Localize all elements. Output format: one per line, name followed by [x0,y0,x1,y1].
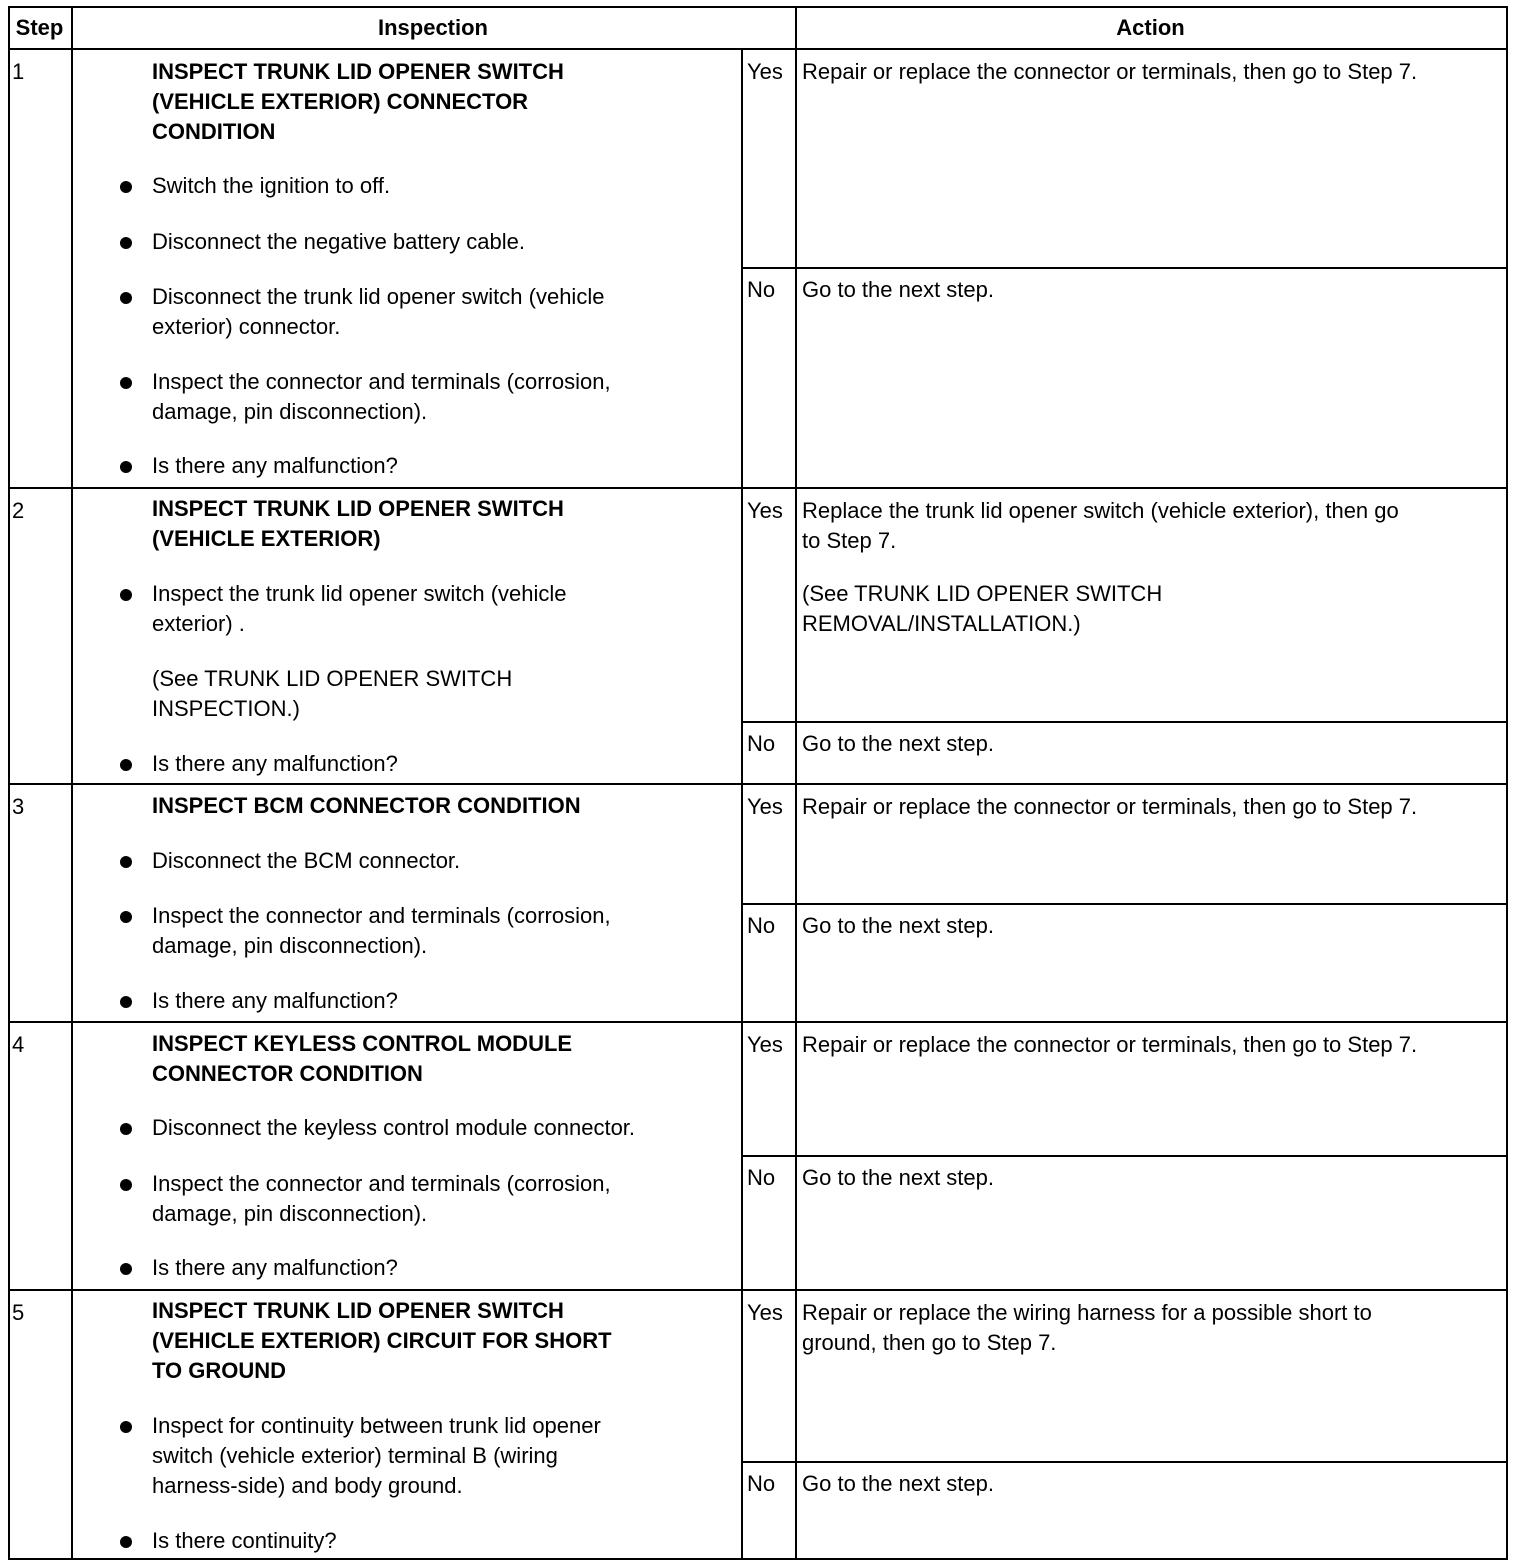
header-divider [8,48,1508,50]
bullet-dot [120,589,132,601]
yes-no-divider [741,1461,1508,1463]
step-number: 1 [12,59,25,84]
yes-action: ground, then go to Step 7. [802,1330,1057,1355]
bullet-dot [120,1263,132,1275]
inspection-step: Inspect the connector and terminals (corrosion, [152,903,611,928]
inspection-title: (VEHICLE EXTERIOR) CONNECTOR [152,89,529,114]
header-action: Action [1116,15,1185,40]
bullet-dot [120,911,132,923]
bullet-dot [120,1536,132,1548]
yes-action: to Step 7. [802,528,897,553]
inspection-title: (VEHICLE EXTERIOR) CIRCUIT FOR SHORT [152,1328,612,1353]
column-divider-step [71,6,73,1558]
header-step: Step [15,15,64,40]
bullet-dot [120,377,132,389]
inspection-title: INSPECT TRUNK LID OPENER SWITCH [152,496,564,521]
yes-label: Yes [747,1032,783,1057]
inspection-title: INSPECT BCM CONNECTOR CONDITION [152,793,581,818]
step-number: 5 [12,1300,25,1325]
inspection-step: exterior) connector. [152,314,341,339]
no-label: No [747,1165,776,1190]
no-action: Go to the next step. [802,731,995,756]
inspection-step: Inspect the connector and terminals (corrosion, [152,1171,611,1196]
no-action: Go to the next step. [802,913,995,938]
inspection-step: Switch the ignition to off. [152,173,391,198]
bullet-dot [120,1123,132,1135]
bullet-dot [120,461,132,473]
yes-action: Repair or replace the connector or terminals, then go to Step 7. [802,59,1418,84]
yes-action-note: (See TRUNK LID OPENER SWITCH [802,581,1163,606]
step-number: 4 [12,1032,25,1057]
inspection-title: INSPECT TRUNK LID OPENER SWITCH [152,59,564,84]
header-inspection: Inspection [377,15,488,40]
inspection-step: Inspect the trunk lid opener switch (vehicle [152,581,567,606]
bullet-dot [120,1421,132,1433]
no-label: No [747,731,776,756]
yes-action: Repair or replace the connector or terminals, then go to Step 7. [802,794,1418,819]
column-divider-yesno [741,48,743,1558]
inspection-title: TO GROUND [152,1358,287,1383]
inspection-title: CONNECTOR CONDITION [152,1061,423,1086]
yes-no-divider [741,1155,1508,1157]
table-border-top [8,6,1508,8]
row-divider [8,783,1508,785]
yes-no-divider [741,267,1508,269]
inspection-step: exterior) . [152,611,245,636]
row-divider [8,487,1508,489]
inspection-title: INSPECT TRUNK LID OPENER SWITCH [152,1298,564,1323]
column-divider-action [795,6,797,1558]
inspection-step: Is there any malfunction? [152,751,398,776]
inspection-title: INSPECT KEYLESS CONTROL MODULE [152,1031,573,1056]
yes-label: Yes [747,1300,783,1325]
inspection-title: CONDITION [152,119,276,144]
yes-action: Replace the trunk lid opener switch (vehicle exterior), then go [802,498,1399,523]
row-divider [8,1289,1508,1291]
yes-label: Yes [747,59,783,84]
no-label: No [747,913,776,938]
bullet-dot [120,856,132,868]
inspection-step: switch (vehicle exterior) terminal B (wiring [152,1443,558,1468]
table-border-bottom [8,1558,1508,1560]
bullet-dot [120,1179,132,1191]
bullet-dot [120,996,132,1008]
step-number: 3 [12,794,25,819]
row-divider [8,1021,1508,1023]
inspection-step: Is there any malfunction? [152,988,398,1013]
no-action: Go to the next step. [802,1165,995,1190]
inspection-step: damage, pin disconnection). [152,399,428,424]
step-number: 2 [12,498,25,523]
inspection-step: Inspect for continuity between trunk lid opener [152,1413,601,1438]
yes-no-divider [741,903,1508,905]
yes-no-divider [741,721,1508,723]
bullet-dot [120,237,132,249]
inspection-step: Disconnect the negative battery cable. [152,229,526,254]
inspection-title: (VEHICLE EXTERIOR) [152,526,381,551]
inspection-step: Disconnect the trunk lid opener switch (vehicle [152,284,605,309]
inspection-step: Is there any malfunction? [152,453,398,478]
inspection-step: Is there continuity? [152,1528,337,1553]
no-label: No [747,277,776,302]
no-action: Go to the next step. [802,1471,995,1496]
yes-action: Repair or replace the connector or terminals, then go to Step 7. [802,1032,1418,1057]
inspection-note: (See TRUNK LID OPENER SWITCH [152,666,513,691]
no-label: No [747,1471,776,1496]
inspection-step: harness-side) and body ground. [152,1473,463,1498]
bullet-dot [120,181,132,193]
inspection-step: damage, pin disconnection). [152,933,428,958]
no-action: Go to the next step. [802,277,995,302]
yes-action-note: REMOVAL/INSTALLATION.) [802,611,1081,636]
yes-action: Repair or replace the wiring harness for a possible short to [802,1300,1372,1325]
yes-label: Yes [747,794,783,819]
inspection-step: damage, pin disconnection). [152,1201,428,1226]
inspection-step: Inspect the connector and terminals (corrosion, [152,369,611,394]
inspection-note: INSPECTION.) [152,696,300,721]
inspection-step: Disconnect the keyless control module connector. [152,1115,636,1140]
yes-label: Yes [747,498,783,523]
bullet-dot [120,759,132,771]
inspection-step: Is there any malfunction? [152,1255,398,1280]
inspection-step: Disconnect the BCM connector. [152,848,461,873]
bullet-dot [120,292,132,304]
